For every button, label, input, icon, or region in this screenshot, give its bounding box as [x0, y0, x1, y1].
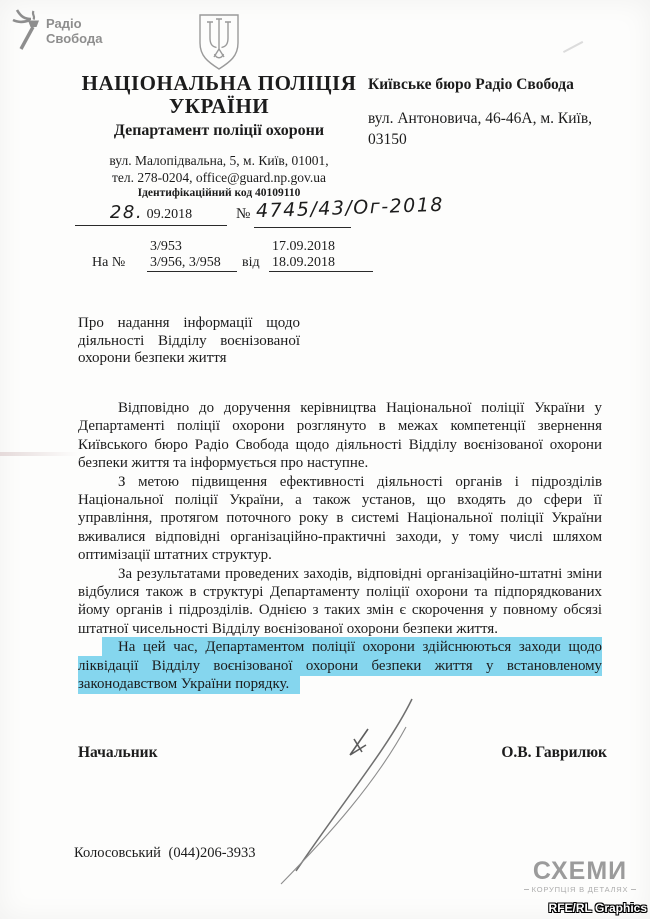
sender-id-code: Ідентифікаційний код 40109110 [137, 187, 301, 199]
executor-line: Колосовський (044)206-3933 [74, 845, 256, 861]
letter-date [75, 202, 227, 226]
subtitle-rule-right [631, 889, 636, 890]
schemes-subtitle: КОРУПЦІЯ В ДЕТАЛЯХ [531, 885, 629, 894]
paragraph-2: З метою підвищення ефективності діяльності органів і підрозділів Національної поліції України, а також установ, що входять до сфери її управління, протягом поточного року в системі Національної поліції України вживалися відповідні організаційно-практичні заходи, у тому числі шляхом оптимізації штатних структур. [78, 473, 602, 564]
rferl-graphics-credit: RFE/RL Graphics [548, 901, 647, 915]
letter-body [78, 399, 602, 694]
recipient-name: Київське бюро Радіо Свобода [368, 76, 574, 93]
from-label: від [242, 255, 260, 270]
signoff-name: О.В. Гаврилюк [501, 744, 607, 761]
recipient-address-line1: вул. Антоновича, 46-46А, м. Київ, [368, 110, 593, 127]
paragraph-1: Відповідно до доручення керівництва Національної поліції України у Департаменті поліції охорони розглянуто в межах компетенції звернення Київського бюро Радіо Свобода щодо діяльності Відділу воєнізованої охорони безпеки життя та інформується про наступне. [78, 400, 602, 472]
radio-logo-line1: Радіо [46, 16, 82, 31]
subject-line2: діяльності Відділу воєнізованої [78, 332, 300, 349]
schemes-title: СХЕМИ [532, 857, 628, 885]
sender-letterhead [58, 72, 380, 199]
subject-block [78, 315, 300, 368]
paragraph-3: За результатами проведених заходів, відповідні організаційно-штатні зміни відбулися також в структурі Департаменту поліції охорони та підпорядкованих йому органів і підрозділів. Однією з таких змін є скорочення у повному обсязі штатної чисельності Відділу воєнізованої охорони безпеки життя. [78, 565, 602, 637]
org-name-line1: НАЦІОНАЛЬНА ПОЛІЦІЯ [81, 71, 357, 95]
reply-number-underline [147, 255, 237, 272]
sender-contacts: тел. 278-0204, office@guard.np.gov.ua [111, 170, 327, 185]
torch-icon [12, 8, 42, 50]
radio-logo-line2: Свобода [46, 31, 103, 46]
letter-date-day-handwritten: 28. [109, 202, 144, 223]
schemes-watermark [524, 858, 636, 894]
subtitle-rule-left [524, 889, 529, 890]
org-name-line2: УКРАЇНИ [168, 94, 270, 118]
reply-to-label: На № [92, 255, 126, 270]
outgoing-number-handwritten: 4745/43/Ог-2018 [255, 193, 445, 223]
highlighted-paragraph: На цей час, Департаментом поліції охорони здійснюються заходи щодо ліквідації Відділу воєнізованої охорони безпеки життя у встановленому законодавством України порядку. [78, 639, 602, 693]
subject-line1: Про надання інформації щодо [78, 315, 300, 331]
department-name: Департамент поліції охорони [113, 122, 325, 139]
recipient-address-line2: 03150 [368, 131, 407, 148]
sender-address: вул. Малопідвальна, 5, м. Київ, 01001, [109, 153, 329, 168]
paragraph-4 [78, 638, 602, 693]
scan-scratch-artifact [563, 41, 583, 53]
letter-date-month-year: 09.2018 [143, 207, 193, 222]
number-sign: № [236, 206, 251, 222]
reply-date-underline [269, 255, 373, 272]
reply-date-top: 17.09.2018 [272, 239, 335, 254]
reply-date-bottom: 18.09.2018 [272, 255, 335, 270]
subject-line3: охорони безпеки життя [78, 350, 227, 366]
reply-number-top: 3/953 [150, 239, 182, 254]
signoff-title: Начальник [78, 744, 158, 761]
radio-svoboda-logo [12, 8, 102, 50]
ukraine-trident-emblem-icon [196, 13, 242, 76]
reply-number-bottom: 3/956, 3/958 [150, 255, 221, 270]
scan-streak-artifact [0, 452, 78, 456]
recipient-block [368, 76, 596, 150]
